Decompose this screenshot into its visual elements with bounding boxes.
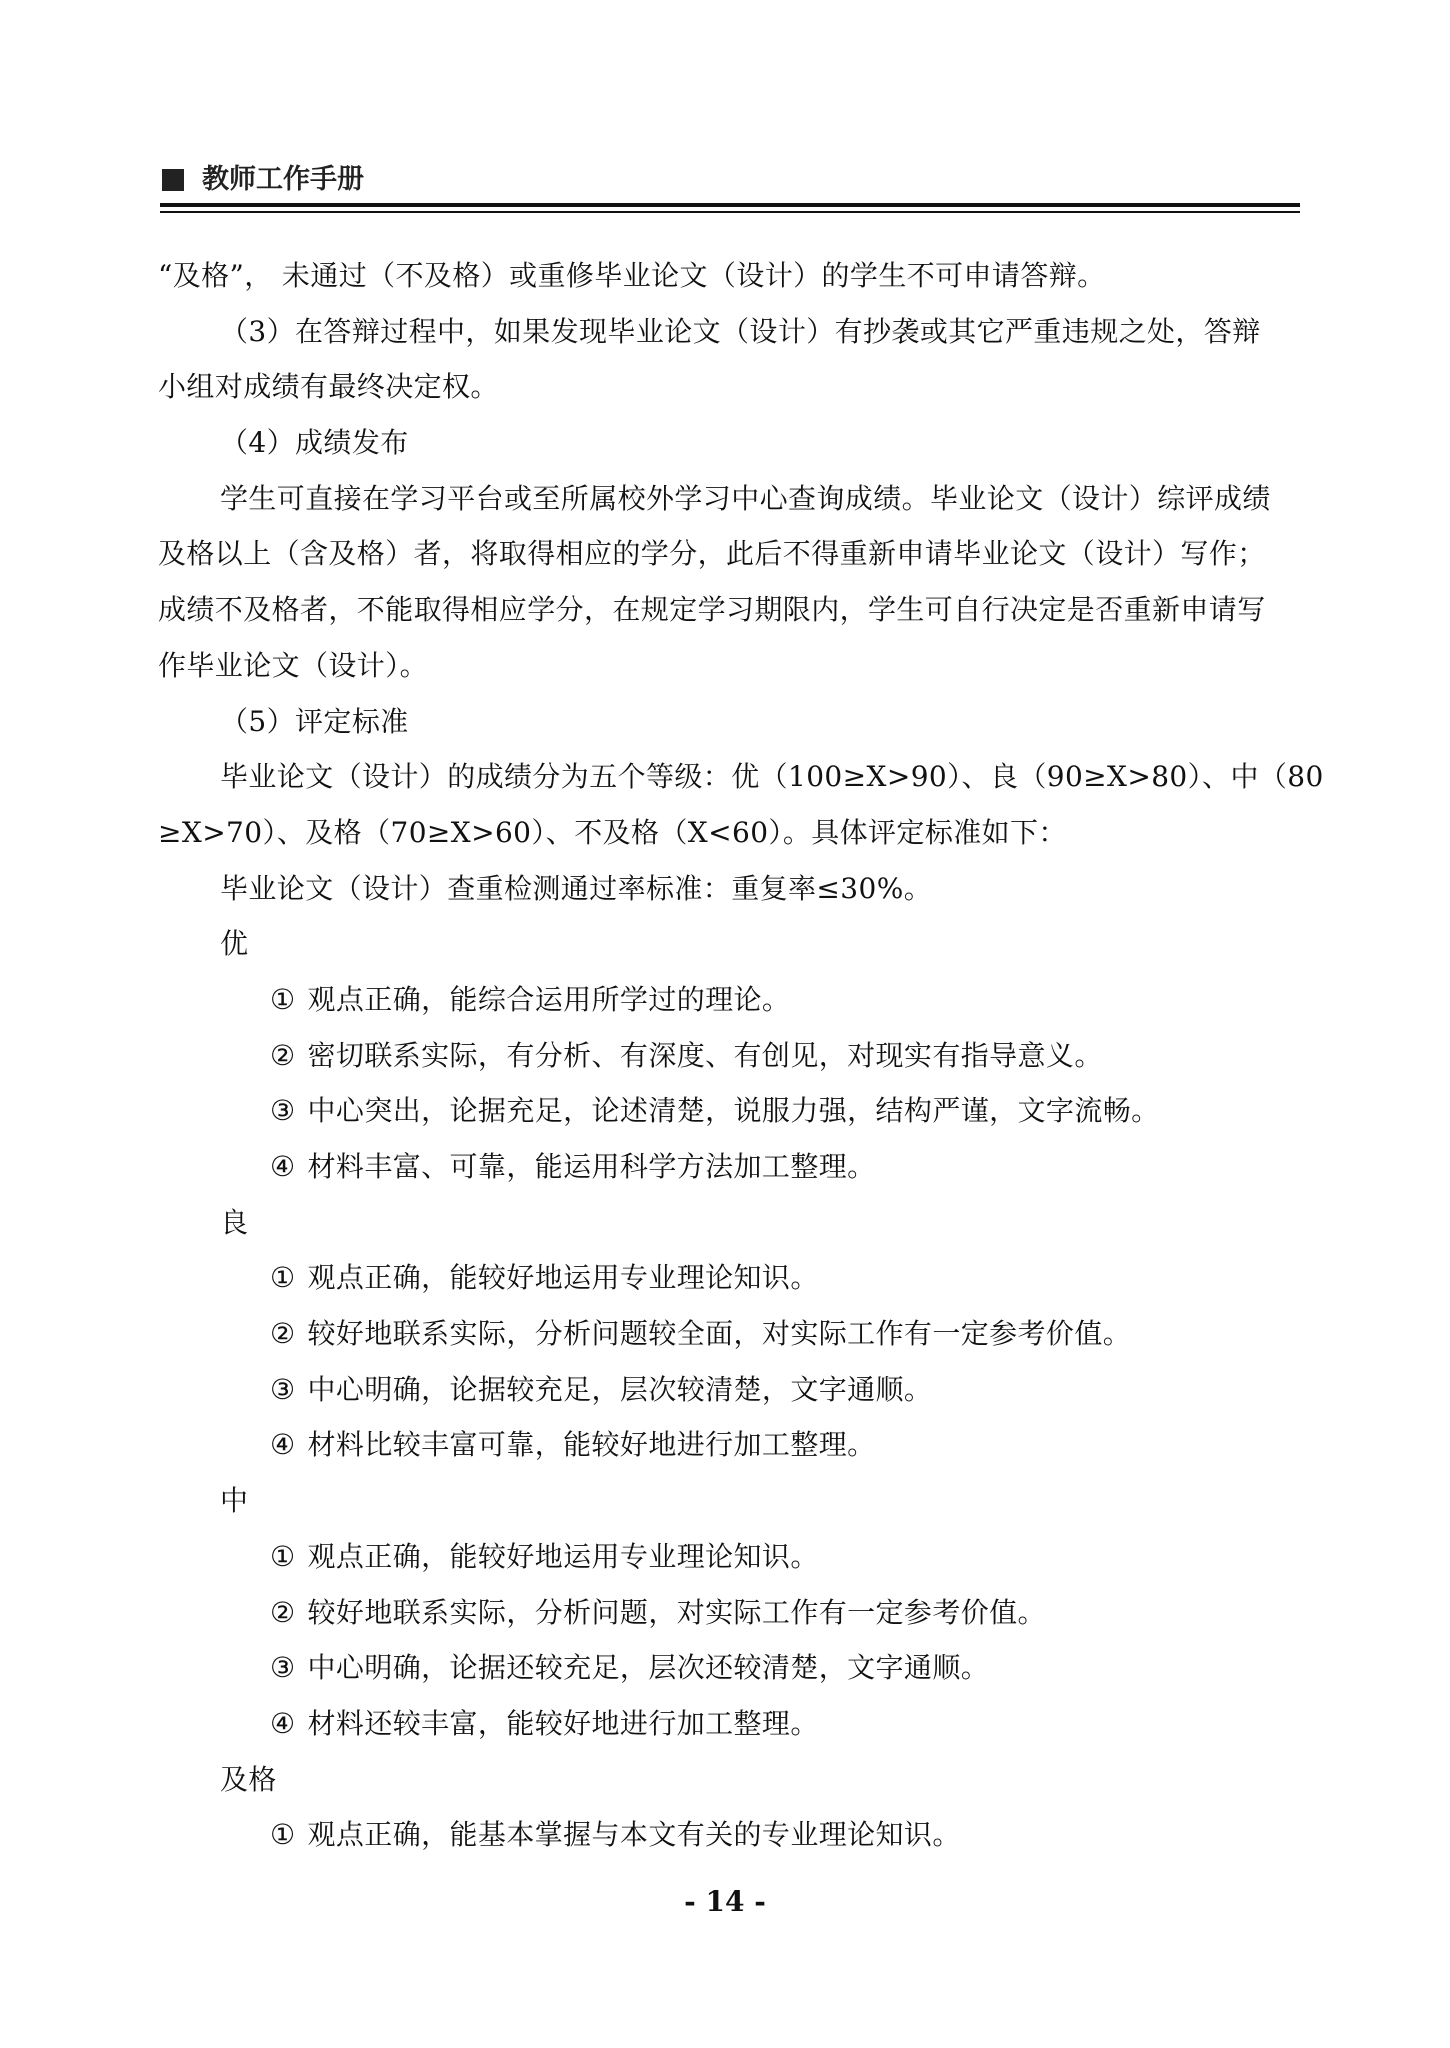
line-text: 及格以上（含及格）者，将取得相应的学分，此后不得重新申请毕业论文（设计）写作； <box>158 537 1266 571</box>
line-text: 成绩不及格者，不能取得相应学分，在规定学习期限内，学生可自行决定是否重新申请写 <box>158 593 1266 627</box>
line-text: 毕业论文（设计）的成绩分为五个等级：优（100≥X>90）、良（90≥X>80）、中（80 <box>220 760 1324 794</box>
paragraph-line <box>158 1752 1308 1808</box>
line-text: 观点正确，能较好地运用专业理论知识。 <box>307 1539 819 1573</box>
criteria-item <box>158 1083 1308 1139</box>
item-number: ② <box>270 1317 296 1351</box>
line-text: 材料比较丰富可靠，能较好地进行加工整理。 <box>307 1428 876 1462</box>
criteria-item <box>158 1585 1308 1641</box>
paragraph-line <box>158 861 1308 917</box>
line-text: 中 <box>220 1484 249 1518</box>
criteria-item <box>158 1139 1308 1195</box>
line-text: 较好地联系实际，分析问题，对实际工作有一定参考价值。 <box>307 1595 1046 1629</box>
line-text: 小组对成绩有最终决定权。 <box>158 370 499 404</box>
paragraph-line <box>158 1195 1308 1251</box>
criteria-item <box>158 1529 1308 1585</box>
line-text: 中心明确，论据还较充足，层次还较清楚，文字通顺。 <box>307 1651 990 1685</box>
paragraph-line <box>158 248 1308 304</box>
criteria-item <box>158 1807 1308 1863</box>
line-text: 优 <box>220 927 249 961</box>
item-number: ④ <box>270 1150 296 1183</box>
line-text: “及格”， 未通过（不及格）或重修毕业论文（设计）的学生不可申请答辩。 <box>158 259 1106 292</box>
item-number: ④ <box>270 1428 296 1462</box>
line-text: 中心突出，论据充足，论述清楚，说服力强，结构严谨，文字流畅。 <box>307 1094 1160 1128</box>
line-text: 材料还较丰富，能较好地进行加工整理。 <box>307 1706 819 1740</box>
paragraph-line <box>158 415 1308 471</box>
criteria-item <box>158 1306 1308 1362</box>
item-number: ③ <box>270 1651 296 1685</box>
square-bullet-icon <box>162 169 184 191</box>
item-number: ① <box>270 982 296 1016</box>
line-text: 密切联系实际，有分析、有深度、有创见，对现实有指导意义。 <box>307 1038 1103 1072</box>
line-text: 及格 <box>220 1762 277 1796</box>
criteria-item <box>158 1696 1308 1752</box>
line-text: 学生可直接在学习平台或至所属校外学习中心查询成绩。毕业论文（设计）综评成绩 <box>220 481 1271 515</box>
item-number: ① <box>270 1818 296 1852</box>
header-rule-thin <box>160 211 1300 213</box>
paragraph-line <box>158 916 1308 972</box>
line-text: 材料丰富、可靠，能运用科学方法加工整理。 <box>307 1150 876 1183</box>
criteria-item <box>158 1362 1308 1418</box>
line-text: 毕业论文（设计）查重检测通过率标准：重复率≤30%。 <box>220 871 933 905</box>
paragraph-line <box>158 471 1308 527</box>
paragraph-line <box>158 694 1308 750</box>
line-text: 观点正确，能基本掌握与本文有关的专业理论知识。 <box>307 1818 961 1852</box>
item-number: ③ <box>270 1372 296 1406</box>
paragraph-line <box>158 582 1308 638</box>
page-number: - 14 - <box>684 1885 766 1918</box>
criteria-item <box>158 1640 1308 1696</box>
header-title: 教师工作手册 <box>202 164 364 195</box>
item-number: ① <box>270 1539 296 1573</box>
paragraph-line <box>158 304 1308 360</box>
line-text: 观点正确，能较好地运用专业理论知识。 <box>307 1261 819 1295</box>
item-number: ④ <box>270 1706 296 1740</box>
document-body <box>158 248 1324 1863</box>
paragraph-line <box>158 805 1308 861</box>
item-number: ③ <box>270 1094 296 1128</box>
line-text: （4）成绩发布 <box>220 426 409 460</box>
criteria-item <box>158 1417 1308 1473</box>
paragraph-line <box>158 526 1308 582</box>
paragraph-line <box>158 749 1324 805</box>
line-text: 较好地联系实际，分析问题较全面，对实际工作有一定参考价值。 <box>307 1317 1132 1351</box>
criteria-item <box>158 1250 1308 1306</box>
line-text: （5）评定标准 <box>220 704 409 738</box>
item-number: ② <box>270 1595 296 1629</box>
criteria-item <box>158 1028 1308 1084</box>
paragraph-line <box>158 1473 1308 1529</box>
item-number: ② <box>270 1038 296 1072</box>
line-text: 观点正确，能综合运用所学过的理论。 <box>307 982 791 1016</box>
criteria-item <box>158 972 1308 1028</box>
line-text: （3）在答辩过程中，如果发现毕业论文（设计）有抄袭或其它严重违规之处，答辩 <box>220 314 1261 348</box>
line-text: ≥X>70）、及格（70≥X>60）、不及格（X<60）。具体评定标准如下： <box>158 815 1067 849</box>
line-text: 良 <box>220 1205 249 1239</box>
paragraph-line <box>158 359 1308 415</box>
header-rule-thick <box>160 203 1300 207</box>
paragraph-line <box>158 638 1308 694</box>
item-number: ① <box>270 1261 296 1295</box>
line-text: 作毕业论文（设计）。 <box>158 648 429 682</box>
line-text: 中心明确，论据较充足，层次较清楚，文字通顺。 <box>307 1372 933 1406</box>
